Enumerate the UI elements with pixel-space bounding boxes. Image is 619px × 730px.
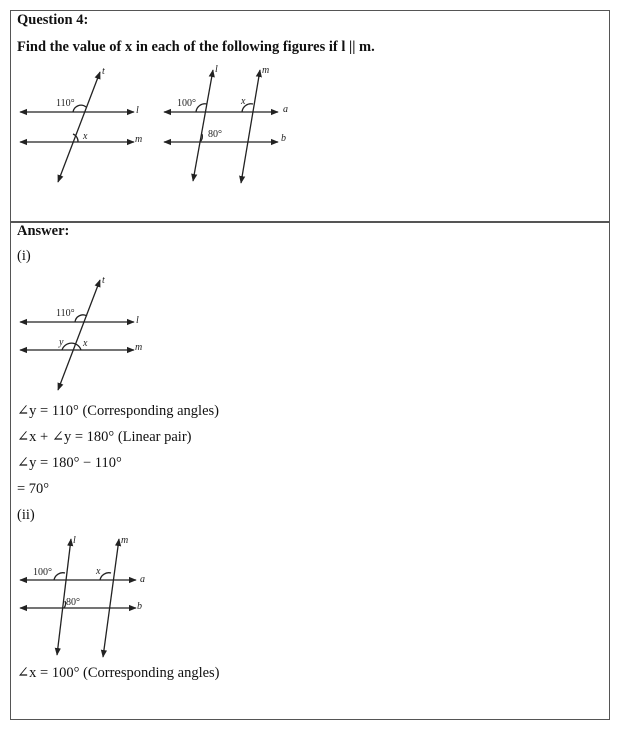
step: ∠x + ∠y = 180° (Linear pair) <box>17 429 192 445</box>
svg-text:100°: 100° <box>177 98 196 109</box>
svg-text:m: m <box>262 65 270 76</box>
svg-text:80°: 80° <box>66 597 80 608</box>
part-1-label: (i) <box>17 248 31 264</box>
svg-text:m: m <box>135 342 143 353</box>
svg-text:100°: 100° <box>33 567 52 578</box>
answer-figure-1 <box>20 275 142 390</box>
svg-text:t: t <box>102 275 105 286</box>
question-title: Question 4: <box>17 12 89 28</box>
question-figure-2 <box>164 64 288 183</box>
question-figure-1 <box>20 66 142 182</box>
svg-text:x: x <box>83 131 88 142</box>
question-prompt: Find the value of x in each of the following figures if l || m. <box>17 39 375 55</box>
svg-text:l: l <box>215 64 218 75</box>
step: ∠x = 100° (Corresponding angles) <box>17 665 220 681</box>
answer-title: Answer: <box>17 223 70 239</box>
svg-text:l: l <box>136 315 139 326</box>
svg-text:x: x <box>96 566 101 577</box>
svg-text:x: x <box>83 338 88 349</box>
svg-text:t: t <box>102 66 105 77</box>
svg-text:110°: 110° <box>56 98 75 109</box>
svg-text:110°: 110° <box>56 308 75 319</box>
svg-text:b: b <box>281 133 286 144</box>
part-2-label: (ii) <box>17 507 35 523</box>
svg-text:a: a <box>140 574 145 585</box>
svg-text:l: l <box>136 105 139 116</box>
svg-text:l: l <box>73 535 76 546</box>
svg-text:y: y <box>59 337 64 348</box>
answer-figure-2 <box>20 535 145 657</box>
svg-text:80°: 80° <box>208 129 222 140</box>
svg-text:m: m <box>121 535 129 546</box>
svg-text:x: x <box>241 96 246 107</box>
step: = 70° <box>17 481 50 497</box>
svg-text:a: a <box>283 104 288 115</box>
step: ∠y = 180° − 110° <box>17 455 122 471</box>
step: ∠y = 110° (Corresponding angles) <box>17 403 219 419</box>
svg-text:m: m <box>135 134 143 145</box>
svg-text:b: b <box>137 601 142 612</box>
